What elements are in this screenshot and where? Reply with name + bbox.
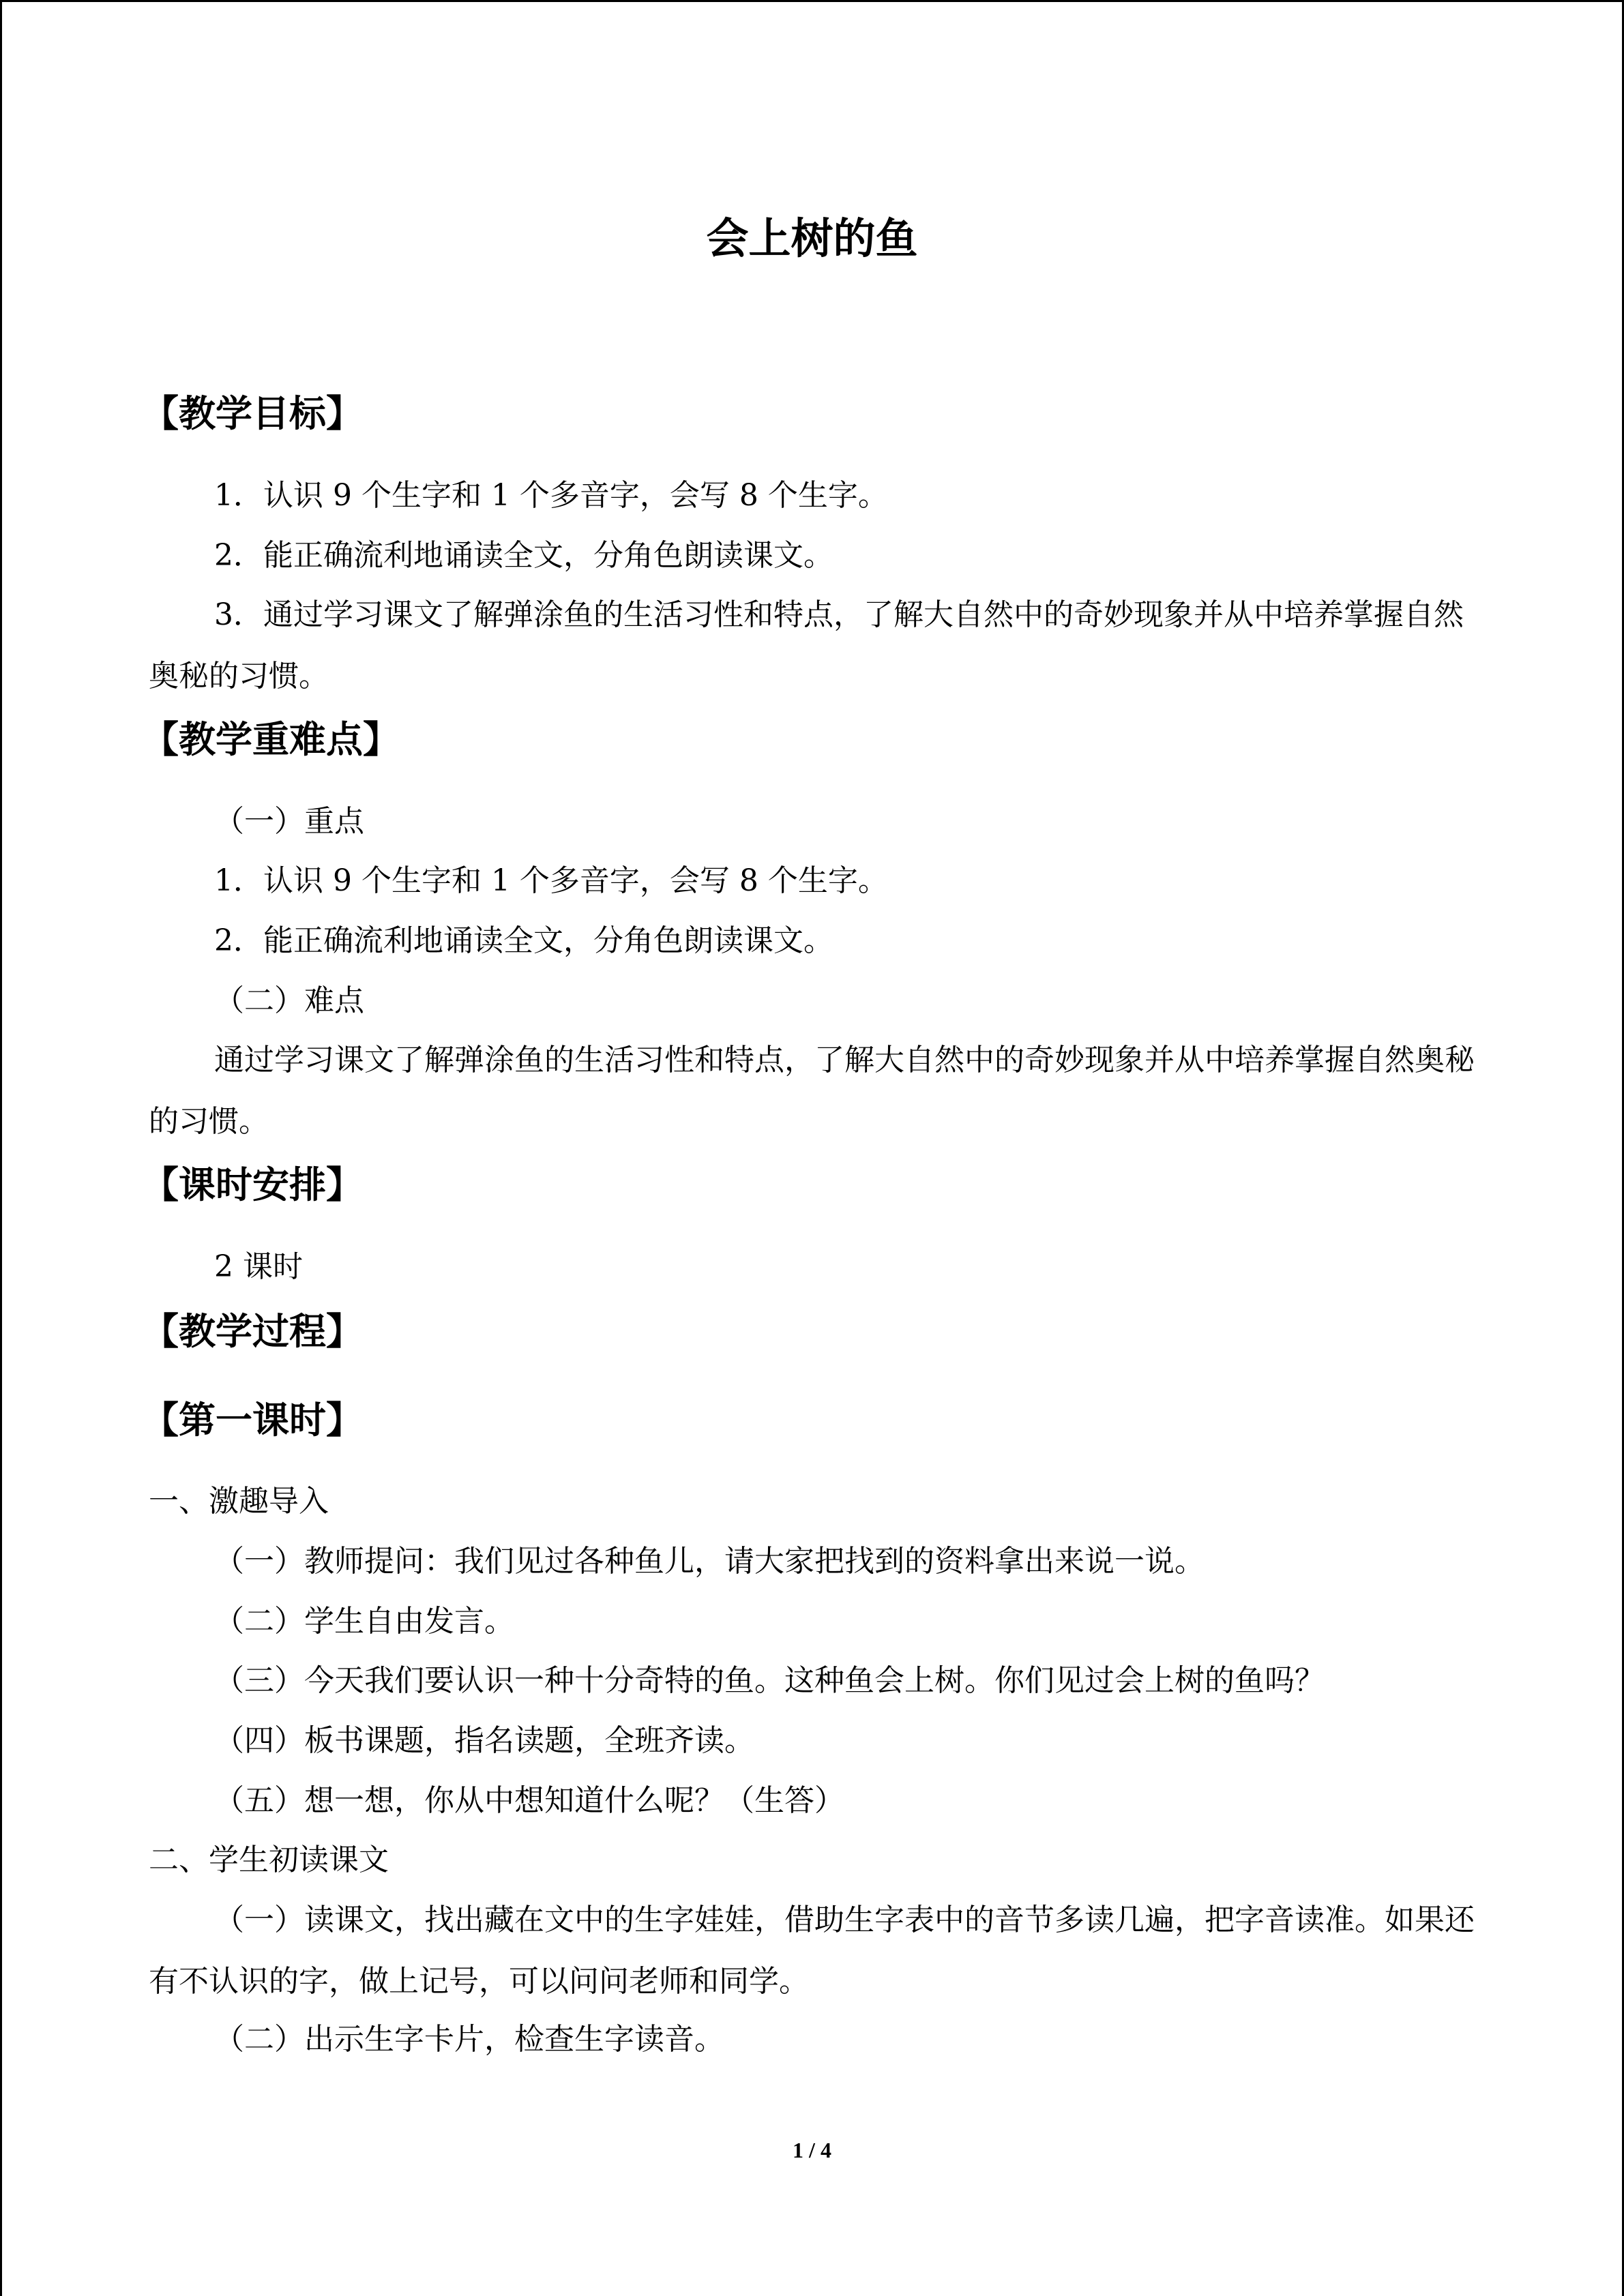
goal-item-2: 2．能正确流利地诵读全文，分角色朗读课文。 xyxy=(214,538,833,573)
part1-item-2: （二）学生自由发言。 xyxy=(214,1604,514,1639)
part2-title: 二、学生初读课文 xyxy=(149,1843,389,1877)
part1-item-4: （四）板书课题，指名读题，全班齐读。 xyxy=(214,1723,754,1758)
heading-teaching-process: 【教学过程】 xyxy=(142,1310,363,1353)
part1-item-1: （一）教师提问：我们见过各种鱼儿，请大家把找到的资料拿出来说一说。 xyxy=(214,1544,1205,1579)
part2-item-2: （二）出示生字卡片，检查生字读音。 xyxy=(214,2022,724,2057)
part1-title: 一、激趣导入 xyxy=(149,1484,329,1519)
goal-item-3: 3．通过学习课文了解弹涂鱼的生活习性和特点，了解大自然中的奇妙现象并从中培养掌握自然奥秘的习惯。 xyxy=(149,597,1464,694)
document-title: 会上树的鱼 xyxy=(706,213,918,263)
focus-item-2: 2．能正确流利地诵读全文，分角色朗读课文。 xyxy=(214,923,833,958)
difficulty-text: 通过学习课文了解弹涂鱼的生活习性和特点，了解大自然中的奇妙现象并从中培养掌握自然奥秘的习惯。 xyxy=(149,1043,1475,1139)
heading-first-lesson: 【第一课时】 xyxy=(142,1399,363,1442)
goal-item-1: 1．认识 9 个生字和 1 个多音字，会写 8 个生字。 xyxy=(214,478,888,513)
difficulty-label: （二）难点 xyxy=(214,983,364,1018)
focus-label: （一）重点 xyxy=(214,804,364,839)
page-number: 1 / 4 xyxy=(793,2138,831,2162)
heading-key-difficult-points: 【教学重难点】 xyxy=(142,718,400,761)
schedule-text: 2 课时 xyxy=(214,1249,303,1284)
part1-item-5: （五）想一想，你从中想知道什么呢？（生答） xyxy=(214,1783,844,1818)
heading-teaching-goals: 【教学目标】 xyxy=(142,392,363,435)
part2-item-1: （一）读课文，找出藏在文中的生字娃娃，借助生字表中的音节多读几遍，把字音读准。如果还有不认识的字，做上记号，可以问问老师和同学。 xyxy=(149,1903,1475,1999)
focus-item-1: 1．认识 9 个生字和 1 个多音字，会写 8 个生字。 xyxy=(214,863,888,898)
part1-item-3: （三）今天我们要认识一种十分奇特的鱼。这种鱼会上树。你们见过会上树的鱼吗？ xyxy=(214,1663,1325,1698)
heading-schedule: 【课时安排】 xyxy=(142,1163,363,1206)
